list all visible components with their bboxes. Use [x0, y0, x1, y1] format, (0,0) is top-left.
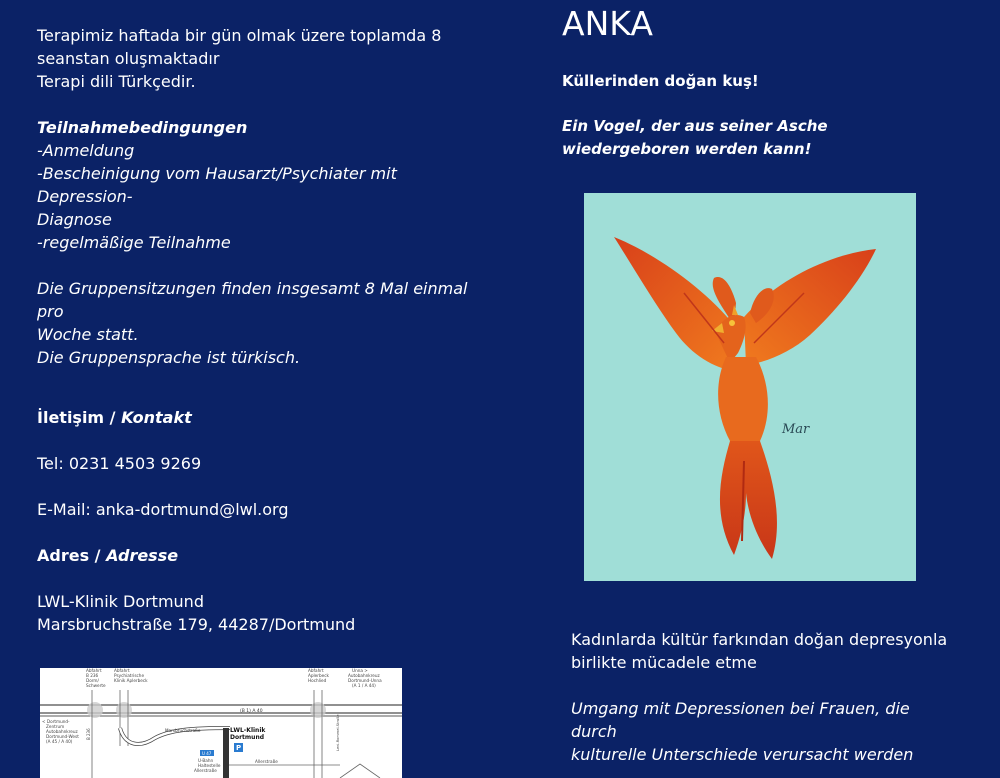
- title-column: [562, 0, 982, 161]
- artist-signature: Mar: [782, 422, 810, 437]
- map-label-psych: Abfahrt Psychiatrische Klinik Aplerbeck: [114, 668, 148, 683]
- sessions-line: Die Gruppensprache ist türkisch.: [37, 348, 301, 367]
- map-street-marsbruch: Marsbruchstraße: [165, 728, 201, 733]
- map-street-b236: B 236: [86, 728, 91, 740]
- description-block: [571, 628, 951, 766]
- page-title: ANKA: [562, 4, 653, 43]
- conditions-heading: Teilnahmebedingungen: [37, 118, 248, 137]
- address-line: Marsbruchstraße 179, 44287/Dortmund: [37, 615, 356, 634]
- svg-text:U 47: U 47: [202, 751, 212, 756]
- description-turkish: Kadınlarda kültür farkından doğan depresyonla: [571, 630, 948, 649]
- map-label-unna: Unna > Autobahnkreuz Dortmund-Unna (A 1 / A 44): [348, 668, 382, 688]
- map-street-vertical: Leni-Rommel-Straße: [336, 714, 340, 751]
- phone-number: Tel: 0231 4503 9269: [37, 454, 202, 473]
- sessions-line: Die Gruppensitzungen finden insgesamt 8 Mal einmal pro: [37, 279, 468, 321]
- address-heading: Adres / Adresse: [37, 546, 179, 565]
- map-label-aplerbeck: Abfahrt Aplerbeck Hochlied: [308, 668, 329, 683]
- map-label-b236: Abfahrt B 236 Dorm/ Schwerte: [86, 668, 106, 688]
- phoenix-illustration: [584, 193, 916, 581]
- condition-item: -Bescheinigung vom Hausarzt/Psychiater mit Depression-: [37, 164, 397, 206]
- slogan-turkish: Küllerinden doğan kuş!: [562, 72, 759, 90]
- condition-item: -regelmäßige Teilnahme: [37, 233, 231, 252]
- condition-item: Diagnose: [37, 210, 112, 229]
- info-column: [37, 24, 477, 636]
- description-turkish: birlikte mücadele etme: [571, 653, 757, 672]
- description-german: Umgang mit Depressionen bei Frauen, die durch: [571, 699, 910, 741]
- address-line: LWL-Klinik Dortmund: [37, 592, 204, 611]
- map-ubahn-label: U-Bahn Haltestelle Allerstraße: [194, 758, 221, 773]
- condition-item: -Anmeldung: [37, 141, 135, 160]
- intro-line: Terapimiz haftada bir gün olmak üzere toplamda 8: [37, 26, 442, 45]
- svg-text:P: P: [236, 744, 242, 752]
- map-clinic-label: LWL-Klinik Dortmund: [230, 727, 266, 741]
- description-german: kulturelle Unterschiede verursacht werden: [571, 745, 914, 764]
- intro-line: seanstan oluşmaktadır: [37, 49, 220, 68]
- map-street-allerstr: Allerstraße: [255, 759, 278, 764]
- contact-heading: İletişim / Kontakt: [37, 408, 192, 427]
- intro-line: Terapi dili Türkçedir.: [37, 72, 196, 91]
- email-address: E-Mail: anka-dortmund@lwl.org: [37, 500, 289, 519]
- sessions-line: Woche statt.: [37, 325, 139, 344]
- map-road-label: (B 1) A 40: [240, 709, 263, 714]
- location-map: [40, 668, 402, 778]
- map-label-dortmund: < Dortmund- Zentrum Autobahnkreuz Dortmund-West (A 45 / A 40): [42, 719, 79, 744]
- slogan-german: Ein Vogel, der aus seiner Asche wiedergeboren werden kann!: [562, 117, 828, 158]
